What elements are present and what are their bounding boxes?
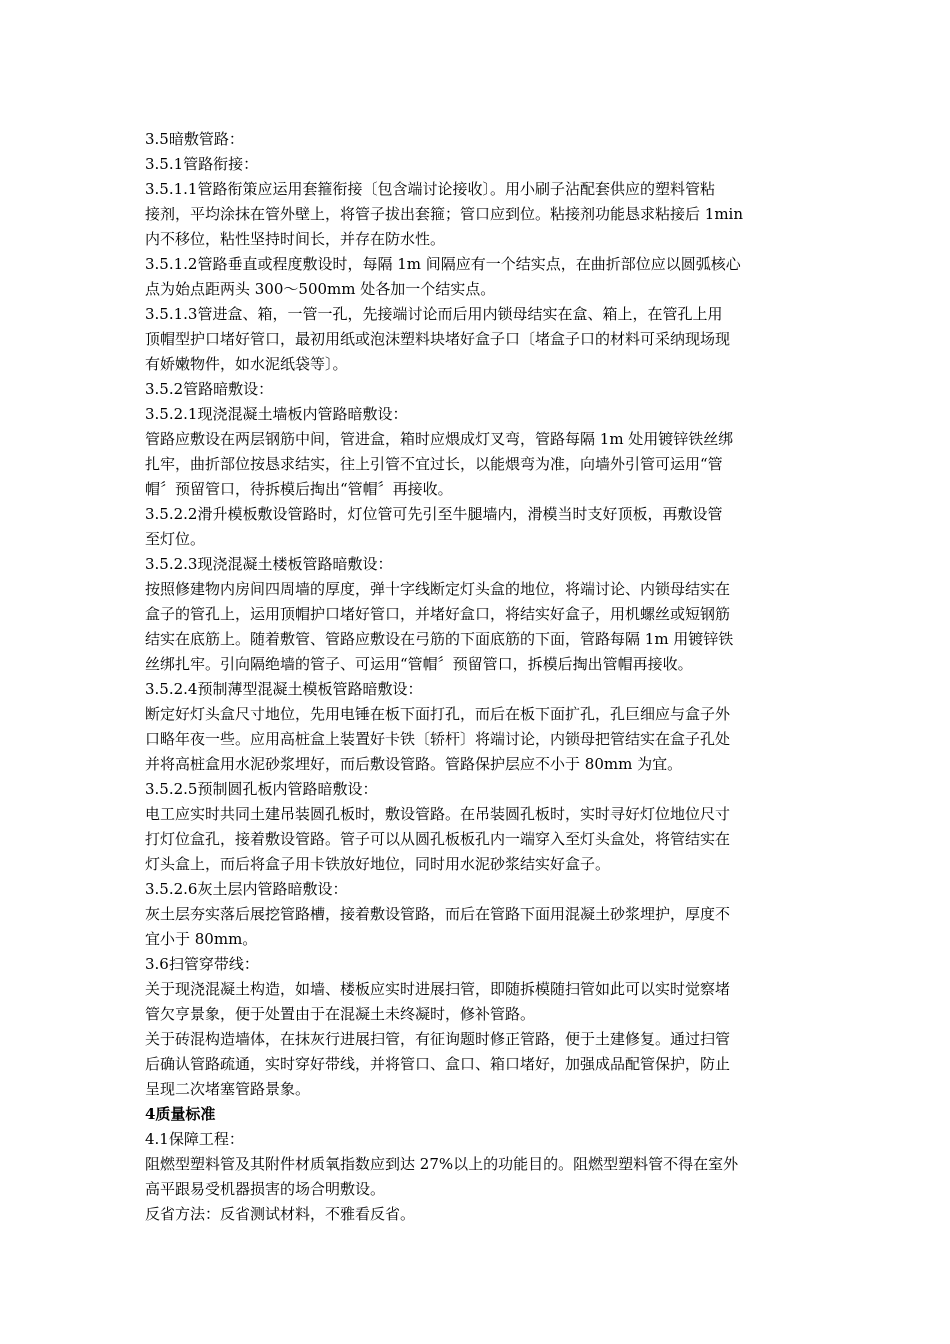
paragraph-line: 电工应实时共同土建吊装圆孔板时，敷设管路。在吊装圆孔板时，实时寻好灯位地位尺寸 [145,805,731,823]
subsection-heading-3-5-2-3: 3.5.2.3现浇混凝土楼板管路暗敷设： [145,555,393,573]
paragraph-line: 断定好灯头盒尺寸地位，先用电锤在板下面打孔，而后在板下面扩孔，孔巨细应与盒子外 [145,705,731,723]
paragraph-line: 高平跟易受机器损害的场合明敷设。 [145,1180,386,1198]
paragraph-line: 反省方法：反省测试材料，不雅看反省。 [145,1205,416,1223]
paragraph-line: 按照修建物内房间四周墙的厚度，弹十字线断定灯头盒的地位，将端讨论、内锁母结实在 [145,580,731,598]
document-page [145,127,813,1227]
paragraph-line: 宜小于 80mm。 [145,930,258,948]
paragraph-line: 灰土层夯实落后展挖管路槽，接着敷设管路，而后在管路下面用混凝土砂浆埋护，厚度不 [145,905,731,923]
subsection-heading-3-5-2-1: 3.5.2.1现浇混凝土墙板内管路暗敷设： [145,405,408,423]
paragraph-line: 顶帽型护口堵好管口，最初用纸或泡沫塑料块堵好盒子口〔堵盒子口的材料可采纳现场现 [145,330,731,348]
paragraph-line: 呈现二次堵塞管路景象。 [145,1080,311,1098]
section-heading-3-5: 3.5暗敷管路： [145,130,244,148]
paragraph-line: 关于现浇混凝土构造，如墙、楼板应实时进展扫管，即随拆模随扫管如此可以实时觉察堵 [145,980,731,998]
paragraph-line: 管路应敷设在两层钢筋中间，管进盒，箱时应煨成灯叉弯，管路每隔 1m 处用镀锌铁丝绑 [145,430,734,448]
paragraph-line: 点为始点距两头 300～500mm 处各加一个结实点。 [145,280,496,298]
paragraph-line: 3.5.1.3管进盒、箱，一管一孔，先接端讨论而后用内锁母结实在盒、箱上，在管孔上用 [145,305,723,323]
paragraph-line: 打灯位盒孔，接着敷设管路。管子可以从圆孔板板孔内一端穿入至灯头盒处，将管结实在 [145,830,731,848]
paragraph-line: 3.5.1.1管路衔策应运用套箍衔接〔包含端讨论接收〕。用小刷子沾配套供应的塑料管粘 [145,180,715,198]
paragraph-line: 管欠亨景象，便于处置由于在混凝土未终凝时，修补管路。 [145,1005,536,1023]
section-heading-3-5-2: 3.5.2管路暗敷设： [145,380,274,398]
paragraph-line: 至灯位。 [145,530,206,548]
paragraph-line: 口略年夜一些。应用高桩盒上装置好卡铁〔轿杆〕将端讨论，内锁母把管结实在盒子孔处 [145,730,731,748]
paragraph-line: 3.5.2.2滑升模板敷设管路时，灯位管可先引至牛腿墙内，滑模当时支好顶板，再敷设管 [145,505,723,523]
paragraph-line: 丝绑扎牢。引向隔绝墙的管子、可运用“管帽〞预留管口，拆模后掏出管帽再接收。 [145,655,693,673]
subsection-heading-3-5-2-5: 3.5.2.5预制圆孔板内管路暗敷设： [145,780,378,798]
subsection-heading-3-5-2-4: 3.5.2.4预制薄型混凝土模板管路暗敷设： [145,680,423,698]
paragraph-line: 扎牢，曲折部位按恳求结实，往上引管不宜过长，以能煨弯为准，向墙外引管可运用“管 [145,455,723,473]
paragraph-line: 后确认管路疏通，实时穿好带线，并将管口、盒口、箱口堵好，加强成品配管保护，防止 [145,1055,731,1073]
paragraph-line: 阻燃型塑料管及其附件材质氧指数应到达 27%以上的功能目的。阻燃型塑料管不得在室外 [145,1155,739,1173]
paragraph-line: 内不移位，粘性坚持时间长，并存在防水性。 [145,230,446,248]
section-heading-3-5-1: 3.5.1管路衔接： [145,155,259,173]
paragraph-line: 接剂，平均涂抹在管外壁上，将管子拔出套箍；管口应到位。粘接剂功能恳求粘接后 1min [145,205,743,223]
paragraph-line: 帽〞预留管口，待拆模后掏出“管帽〞再接收。 [145,480,453,498]
paragraph-line: 关于砖混构造墙体，在抹灰行进展扫管，有征询题时修正管路，便于土建修复。通过扫管 [145,1030,731,1048]
paragraph-line: 3.5.1.2管路垂直或程度敷设时，每隔 1m 间隔应有一个结实点，在曲折部位应以圆弧核心 [145,255,741,273]
chapter-heading-4: 4质量标准 [145,1105,216,1123]
section-heading-4-1: 4.1保障工程： [145,1130,244,1148]
subsection-heading-3-5-2-6: 3.5.2.6灰土层内管路暗敷设： [145,880,348,898]
section-heading-3-6: 3.6扫管穿带线： [145,955,259,973]
paragraph-line: 灯头盒上，而后将盒子用卡铁放好地位，同时用水泥砂浆结实好盒子。 [145,855,611,873]
paragraph-line: 并将高桩盒用水泥砂浆埋好，而后敷设管路。管路保护层应不小于 80mm 为宜。 [145,755,683,773]
paragraph-line: 结实在底筋上。随着敷管、管路应敷设在弓筋的下面底筋的下面，管路每隔 1m 用镀锌铁 [145,630,734,648]
paragraph-line: 盒子的管孔上，运用顶帽护口堵好管口，并堵好盒口，将结实好盒子，用机螺丝或短钢筋 [145,605,731,623]
paragraph-line: 有娇嫩物件，如水泥纸袋等〕。 [145,355,348,373]
